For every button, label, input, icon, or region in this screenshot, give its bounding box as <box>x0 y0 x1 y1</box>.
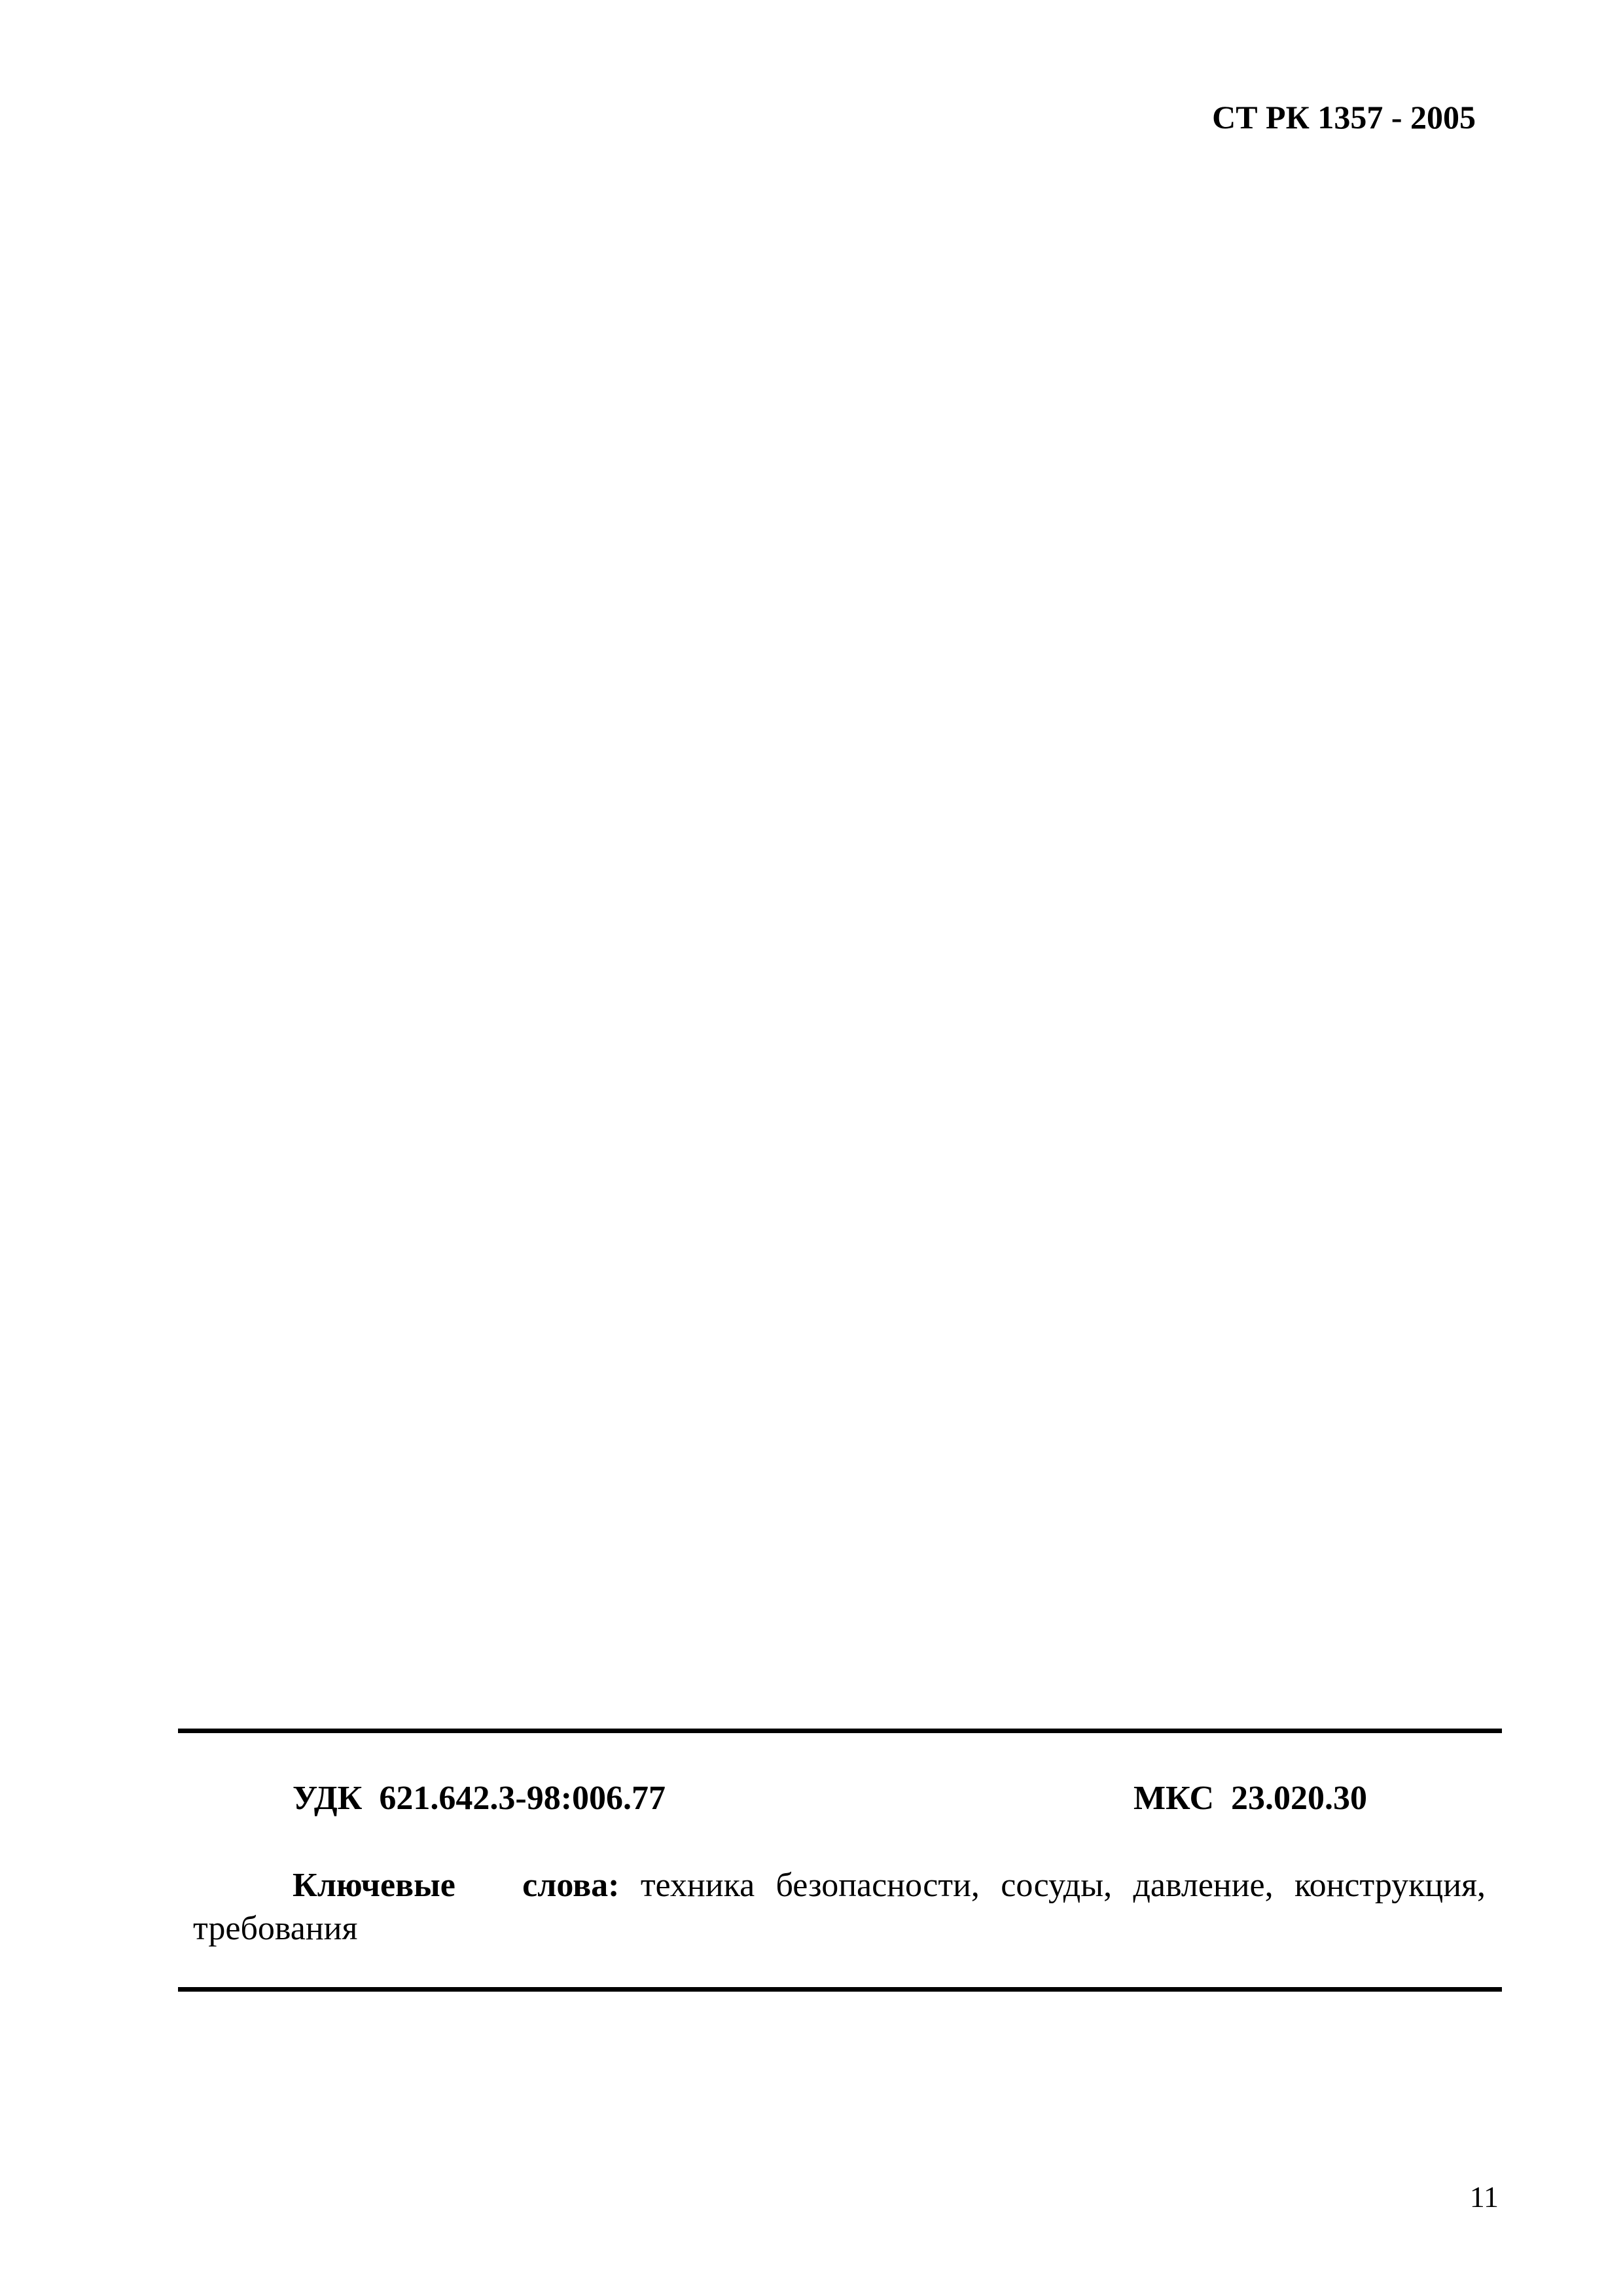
udk-code: УДК 621.642.3-98:006.77 <box>293 1780 666 1817</box>
top-divider <box>178 1729 1502 1733</box>
mks-code: МКС 23.020.30 <box>1133 1780 1368 1817</box>
keywords-label: Ключевые слова: <box>293 1867 620 1904</box>
keywords-text: техника безопасности, сосуды, давление, конструкция, требования <box>193 1867 1486 1947</box>
document-code: СТ РК 1357 - 2005 <box>1212 99 1476 135</box>
keywords-paragraph <box>193 1864 1486 1950</box>
bottom-divider <box>178 1987 1502 1992</box>
page-number: 11 <box>1469 2180 1499 2214</box>
